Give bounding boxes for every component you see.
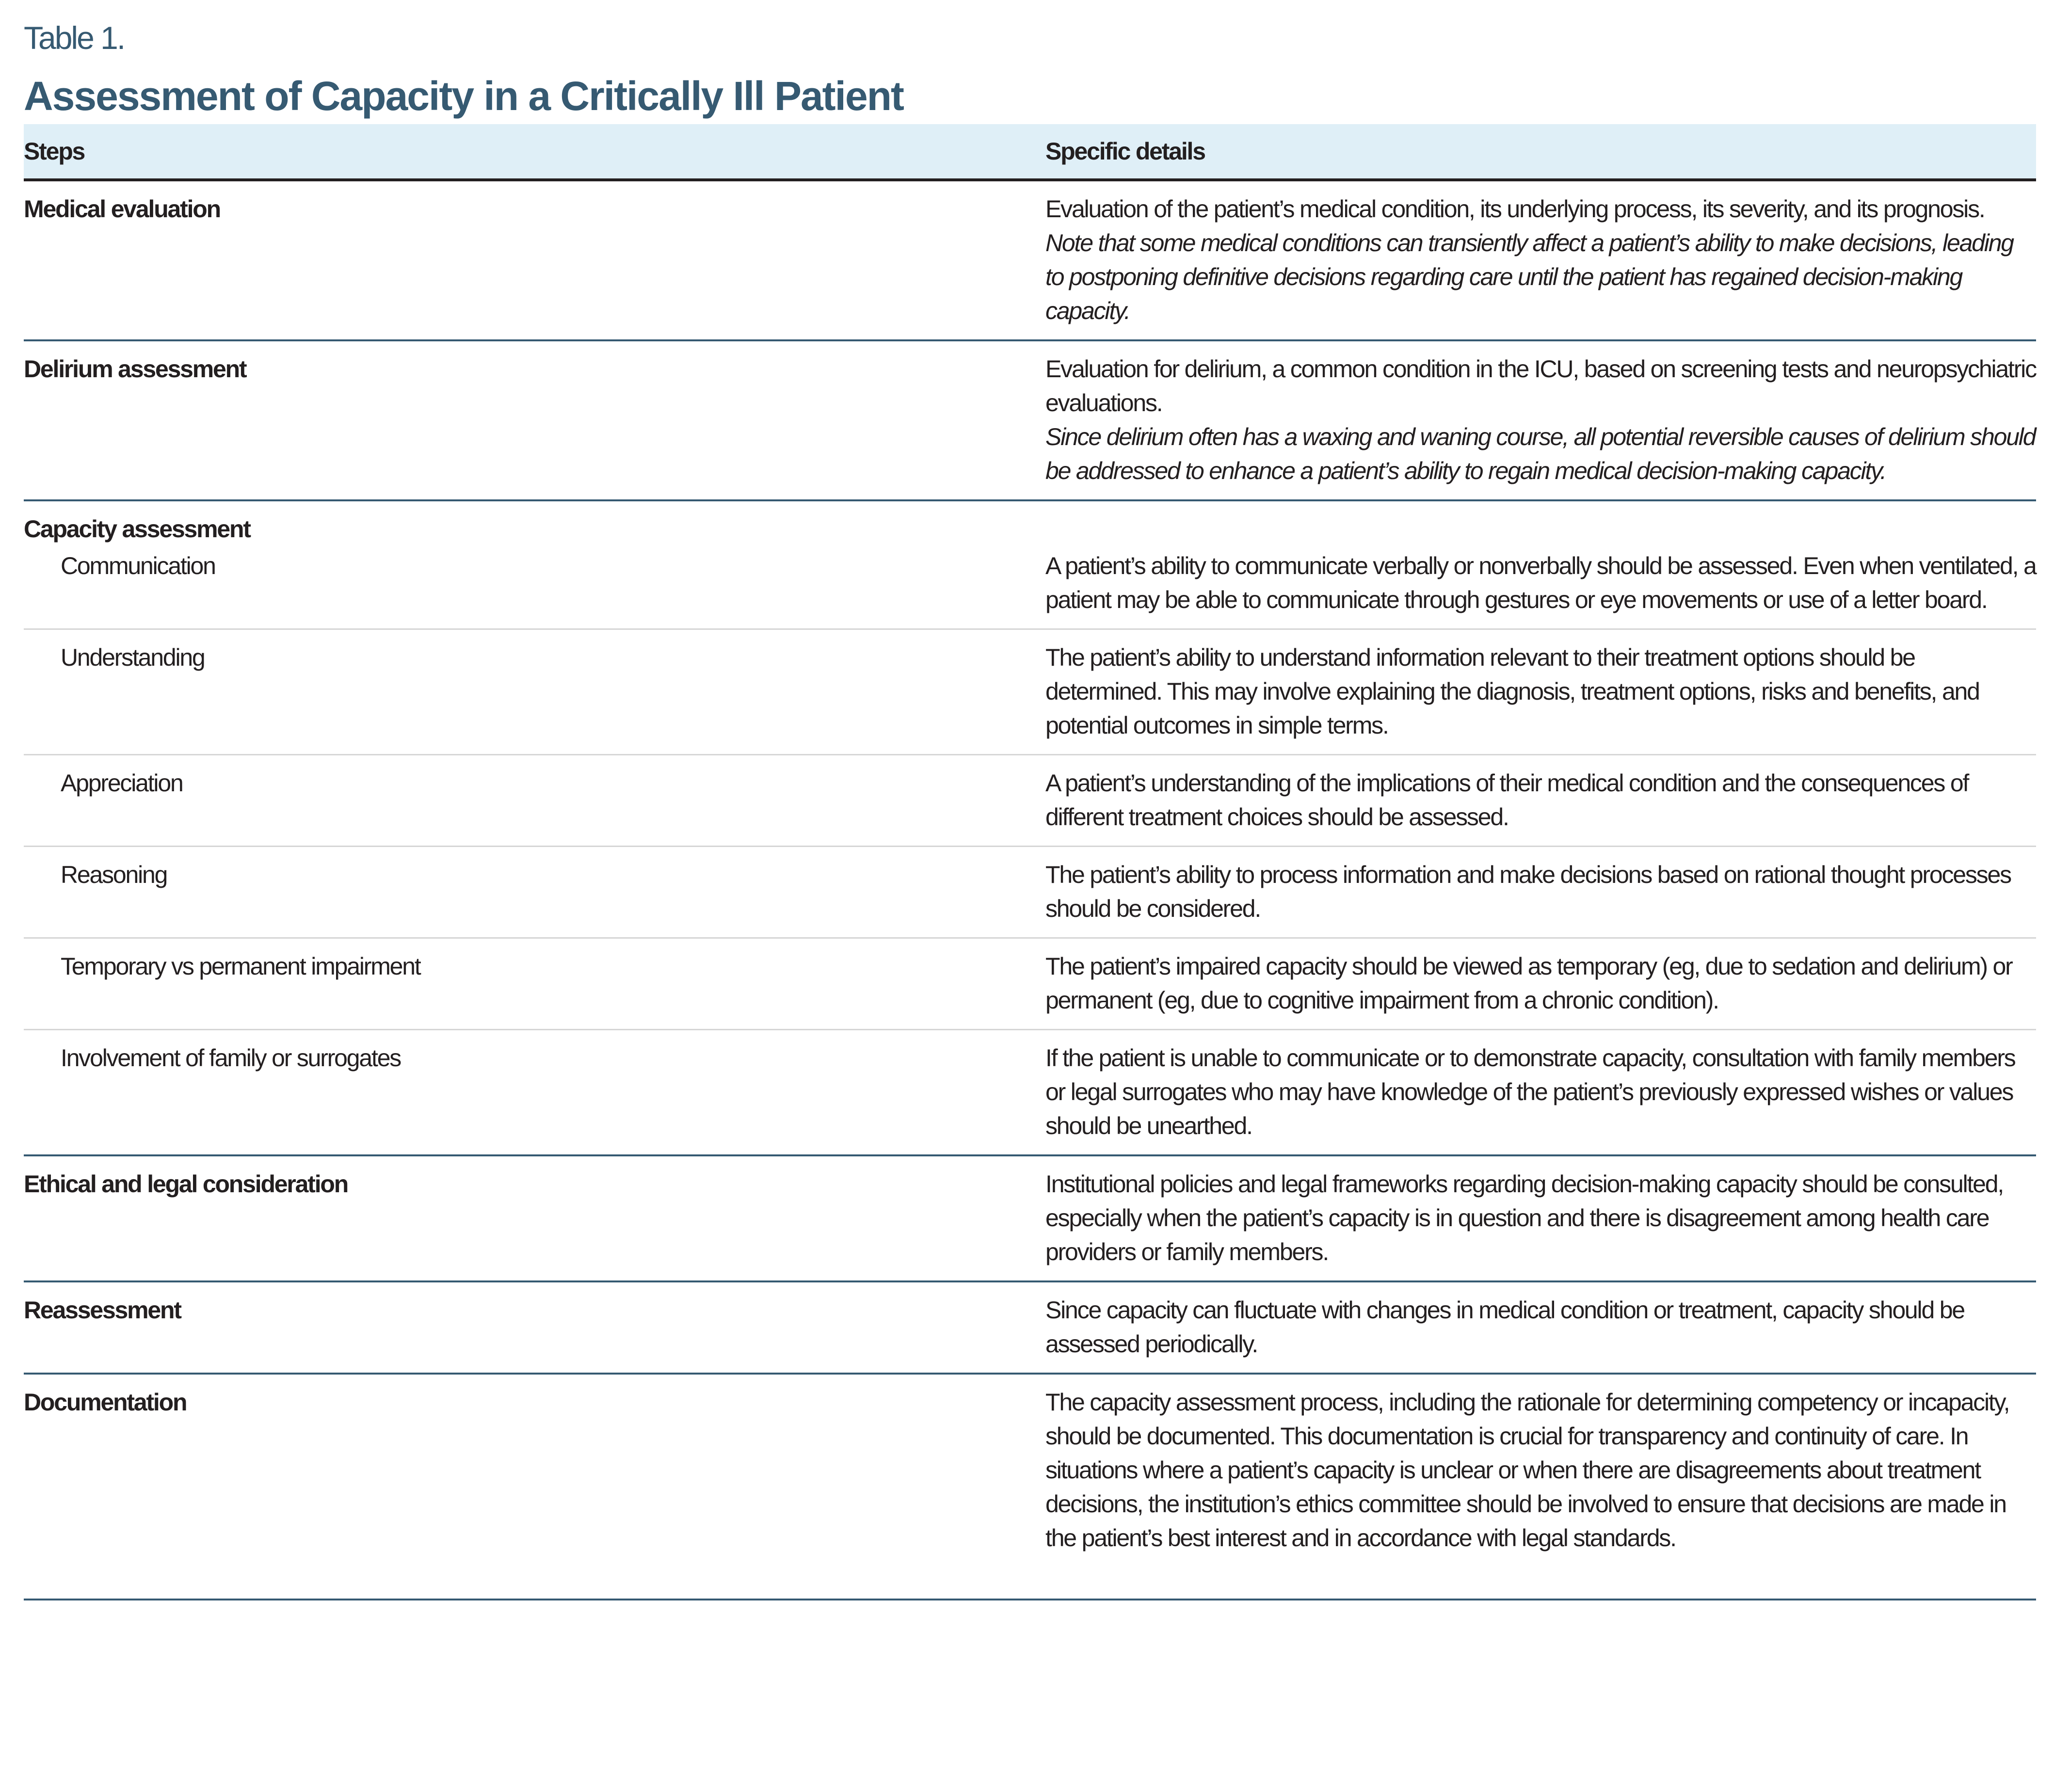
step-cell: Delirium assessment	[24, 340, 1045, 500]
substep-cell: Reasoning	[24, 847, 1045, 938]
table-row	[24, 340, 2036, 500]
table-header-row	[24, 124, 2036, 180]
capacity-assessment-table	[24, 124, 2036, 1600]
step-cell: Documentation	[24, 1374, 1045, 1600]
detail-note: Since delirium often has a waxing and waning course, all potential reversible causes of delirium should be addressed to enhance a patient’s ability to regain medical decision-making capacity.	[1045, 423, 2036, 484]
header-details: Specific details	[1045, 124, 2036, 180]
table-row	[24, 1155, 2036, 1281]
empty-cell	[1045, 500, 2036, 546]
table-row	[24, 1374, 2036, 1600]
detail-cell: Since capacity can fluctuate with changes in medical condition or treatment, capacity should be assessed periodically.	[1045, 1281, 2036, 1374]
detail-cell: The patient’s ability to process information and make decisions based on rational thought processes should be considered.	[1045, 847, 2036, 938]
table-row	[24, 180, 2036, 340]
step-cell: Ethical and legal consideration	[24, 1155, 1045, 1281]
table-label: Table 1.	[24, 20, 125, 56]
step-cell: Capacity assessment	[24, 500, 1045, 546]
table-subrow	[24, 629, 2036, 755]
detail-note: Note that some medical conditions can transiently affect a patient’s ability to make decisions, leading to postponing definitive decisions regarding care until the patient has regained decision-making capacity.	[1045, 229, 2013, 324]
header-steps: Steps	[24, 124, 1045, 180]
detail-cell: The capacity assessment process, including the rationale for determining competency or incapacity, should be documented. This documentation is crucial for transparency and continuity of care. In situations where a patient’s capacity is unclear or when there are disagreements about treatment decisions, the institution’s ethics committee should be involved to ensure that decisions are made in the patient’s best interest and in accordance with legal standards.	[1045, 1374, 2036, 1600]
table-subrow	[24, 755, 2036, 847]
table-subrow	[24, 847, 2036, 938]
detail-cell	[1045, 340, 2036, 500]
detail-cell: The patient’s ability to understand information relevant to their treatment options should be determined. This may involve explaining the diagnosis, treatment options, risks and benefits, and potential outcomes in simple terms.	[1045, 629, 2036, 755]
detail-cell: If the patient is unable to communicate or to demonstrate capacity, consultation with family members or legal surrogates who may have knowledge of the patient’s previously expressed wishes or values should be unearthed.	[1045, 1030, 2036, 1156]
substep-cell: Appreciation	[24, 755, 1045, 847]
substep-cell: Understanding	[24, 629, 1045, 755]
table-subrow	[24, 938, 2036, 1030]
table-subrow	[24, 1030, 2036, 1156]
detail-cell	[1045, 180, 2036, 340]
step-cell: Medical evaluation	[24, 195, 220, 223]
detail-cell: A patient’s understanding of the implications of their medical condition and the consequences of different treatment choices should be assessed.	[1045, 755, 2036, 847]
detail-cell: Institutional policies and legal frameworks regarding decision-making capacity should be consulted, especially when the patient’s capacity is in question and there is disagreement among health care providers or family members.	[1045, 1155, 2036, 1281]
table-title: Assessment of Capacity in a Critically Ill Patient	[24, 73, 903, 119]
detail-text: Evaluation of the patient’s medical condition, its underlying process, its severity, and its prognosis.	[1045, 195, 1985, 223]
substep-cell: Communication	[61, 552, 215, 579]
detail-cell: The patient’s impaired capacity should be viewed as temporary (eg, due to sedation and delirium) or permanent (eg, due to cognitive impairment from a chronic condition).	[1045, 938, 2036, 1030]
detail-text: Evaluation for delirium, a common condition in the ICU, based on screening tests and neuropsychiatric evaluations.	[1045, 355, 2036, 416]
table-row	[24, 1281, 2036, 1374]
table-subrow	[24, 546, 2036, 629]
substep-cell: Temporary vs permanent impairment	[24, 938, 1045, 1030]
table-row-group-heading	[24, 500, 2036, 546]
substep-cell: Involvement of family or surrogates	[24, 1030, 1045, 1156]
step-cell: Reassessment	[24, 1281, 1045, 1374]
detail-cell: A patient’s ability to communicate verbally or nonverbally should be assessed. Even when ventilated, a patient may be able to communicate through gestures or eye movements or use of a letter board.	[1045, 552, 2036, 613]
